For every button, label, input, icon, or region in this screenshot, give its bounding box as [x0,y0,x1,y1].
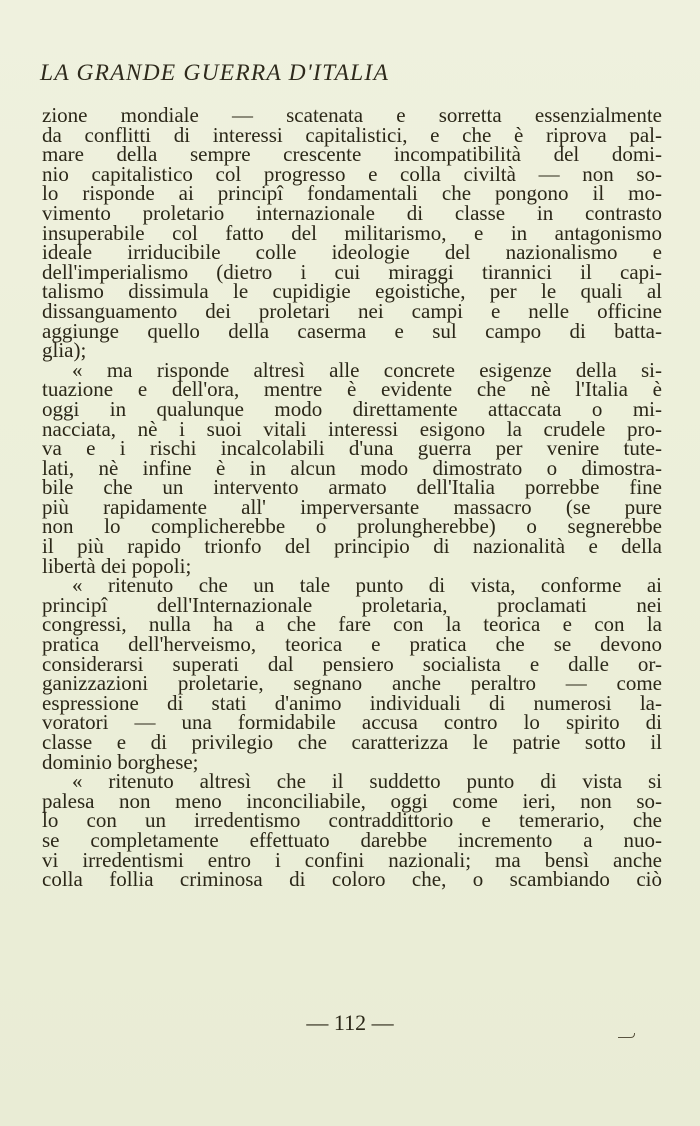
text-line: ideale irriducibile colle ideologie del nazionalismo e [42,240,662,265]
text-line: aggiunge quello della caserma e sul campo di batta- [42,318,662,343]
text-line: congressi, nulla ha a che fare con la teorica e con la [42,612,662,637]
page-number: — 112 — [306,1010,394,1035]
text-line: considerarsi superati dal pensiero socialista e dalle or- [42,651,662,676]
text-line: pratica dell'herveismo, teorica e pratica che se devono [42,632,662,657]
text-line: libertà dei popoli; [42,553,192,578]
text-line: tuazione e dell'ora, mentre è evidente che nè l'Italia è [42,377,662,402]
text-line: nacciata, nè i suoi vitali interessi esigono la crudele pro- [42,416,662,441]
text-line: lo risponde ai principî fondamentali che pongono il mo- [42,181,662,206]
text-line: « ritenuto che un tale punto di vista, conforme ai [72,573,662,598]
text-line: dissanguamento dei proletari nei campi e nelle officine [42,298,662,323]
text-line: dell'imperialismo (dietro i cui miraggi tirannici il capi- [42,259,662,284]
text-line: lo con un irredentismo contraddittorio e temerario, che [42,808,662,833]
text-line: principî dell'Internazionale proletaria, proclamati nei [42,592,662,617]
text-line: ganizzazioni proletarie, segnano anche peraltro — come [42,671,662,696]
text-line: dominio borghese; [42,749,199,774]
text-line: zione mondiale — scatenata e sorretta essenzialmente [42,103,662,127]
text-line: più rapidamente all' imperversante massacro (se pure [42,494,662,519]
text-line: « ma risponde altresì alle concrete esigenze della si- [72,357,662,382]
text-line: il più rapido trionfo del principio di nazionalità e della [42,534,662,559]
text-line: glia); [42,338,87,363]
text-line: bile che un intervento armato dell'Italia porrebbe fine [42,475,662,500]
body-text [42,103,662,892]
text-line: da conflitti di interessi capitalistici, e che è riprova pal- [42,122,662,147]
text-line: classe e di privilegio che caratterizza le patrie sotto il [42,730,662,754]
text-line: nio capitalistico col progresso e colla civiltà — non so- [42,161,662,186]
text-line: palesa non meno inconciliabile, oggi come ieri, non so- [42,788,662,813]
text-line: va e i rischi incalcolabili d'una guerra per venire tute- [42,436,662,461]
text-line: talismo dissimula le cupidigie egoistiche, per le quali al [42,279,662,304]
running-head: LA GRANDE GUERRA D'ITALIA [40,60,389,86]
text-line: voratori — una formidabile accusa contro lo spirito di [42,710,662,735]
text-line: se completamente effettuato darebbe incremento a nuo- [42,827,662,852]
text-line: vimento proletario internazionale di classe in contrasto [42,200,662,225]
text-line: « ritenuto altresì che il suddetto punto di vista si [72,769,662,794]
text-line: espressione di stati d'animo individuali di numerosi la- [42,690,662,715]
text-line: colla follia criminosa di coloro che, o scambiando ciò [42,867,662,892]
text-line: mare della sempre crescente incompatibilità del domi- [42,142,662,167]
text-line: non lo complicherebbe o prolungherebbe) o segnerebbe [42,514,662,539]
text-line: insuperabile col fatto del militarismo, e in antagonismo [42,220,662,245]
printer-mark [618,1033,635,1038]
text-line: lati, nè infine è in alcun modo dimostrato o dimostra- [42,455,662,480]
text-line: vi irredentismi entro i confini nazionali; ma bensì anche [42,847,662,872]
text-line: oggi in qualunque modo direttamente attaccata o mi- [42,396,662,421]
